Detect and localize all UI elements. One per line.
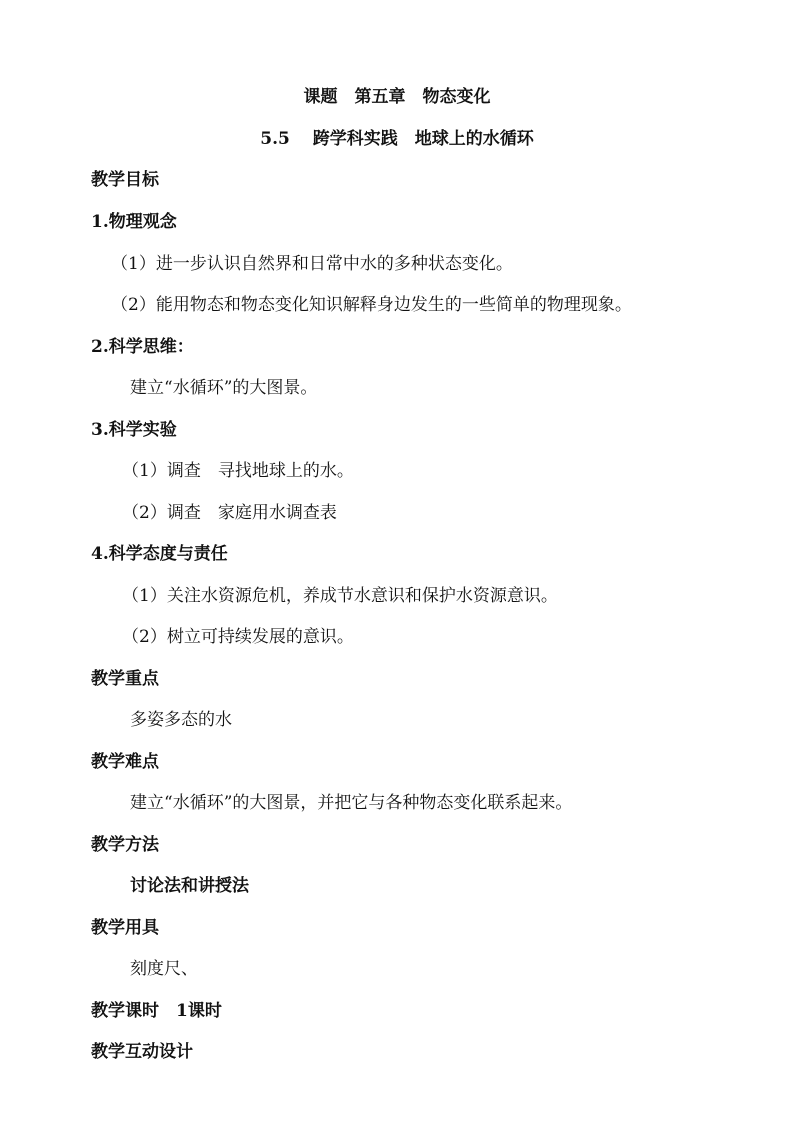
lesson-title: 课题 第五章 物态变化 <box>303 87 491 107</box>
teaching-tools-heading: 教学用具 <box>91 918 159 938</box>
attitude-responsibility-heading: 4.科学态度与责任 <box>91 544 228 564</box>
teaching-tools-text: 刻度尺、 <box>130 959 198 979</box>
scientific-experiment-item-2: （2）调查 家庭用水调查表 <box>122 503 337 523</box>
scientific-experiment-item-1: （1）调查 寻找地球上的水。 <box>122 461 354 481</box>
difficult-points-text: 建立“水循环”的大图景，并把它与各种物态变化联系起来。 <box>130 793 573 813</box>
physics-concept-item-2: （2）能用物态和物态变化知识解释身边发生的一些简单的物理现象。 <box>111 295 632 315</box>
scientific-experiment-heading: 3.科学实验 <box>91 420 177 440</box>
key-points-text: 多姿多态的水 <box>130 710 232 730</box>
teaching-goals-heading: 教学目标 <box>91 170 159 190</box>
scientific-thinking-text: 建立“水循环”的大图景。 <box>130 378 318 398</box>
teaching-method-text: 讨论法和讲授法 <box>130 876 249 896</box>
difficult-points-heading: 教学难点 <box>91 752 159 772</box>
lesson-subtitle: 5.5 跨学科实践 地球上的水循环 <box>260 129 534 149</box>
physics-concept-heading: 1.物理观念 <box>91 212 177 232</box>
class-hours: 教学课时 1课时 <box>91 1001 222 1021</box>
attitude-responsibility-item-1: （1）关注水资源危机，养成节水意识和保护水资源意识。 <box>122 586 558 606</box>
attitude-responsibility-item-2: （2）树立可持续发展的意识。 <box>122 627 354 647</box>
scientific-thinking-heading: 2.科学思维： <box>91 337 194 357</box>
interactive-design-heading: 教学互动设计 <box>91 1042 193 1062</box>
physics-concept-item-1: （1）进一步认识自然界和日常中水的多种状态变化。 <box>111 254 513 274</box>
teaching-method-heading: 教学方法 <box>91 835 159 855</box>
key-points-heading: 教学重点 <box>91 669 159 689</box>
